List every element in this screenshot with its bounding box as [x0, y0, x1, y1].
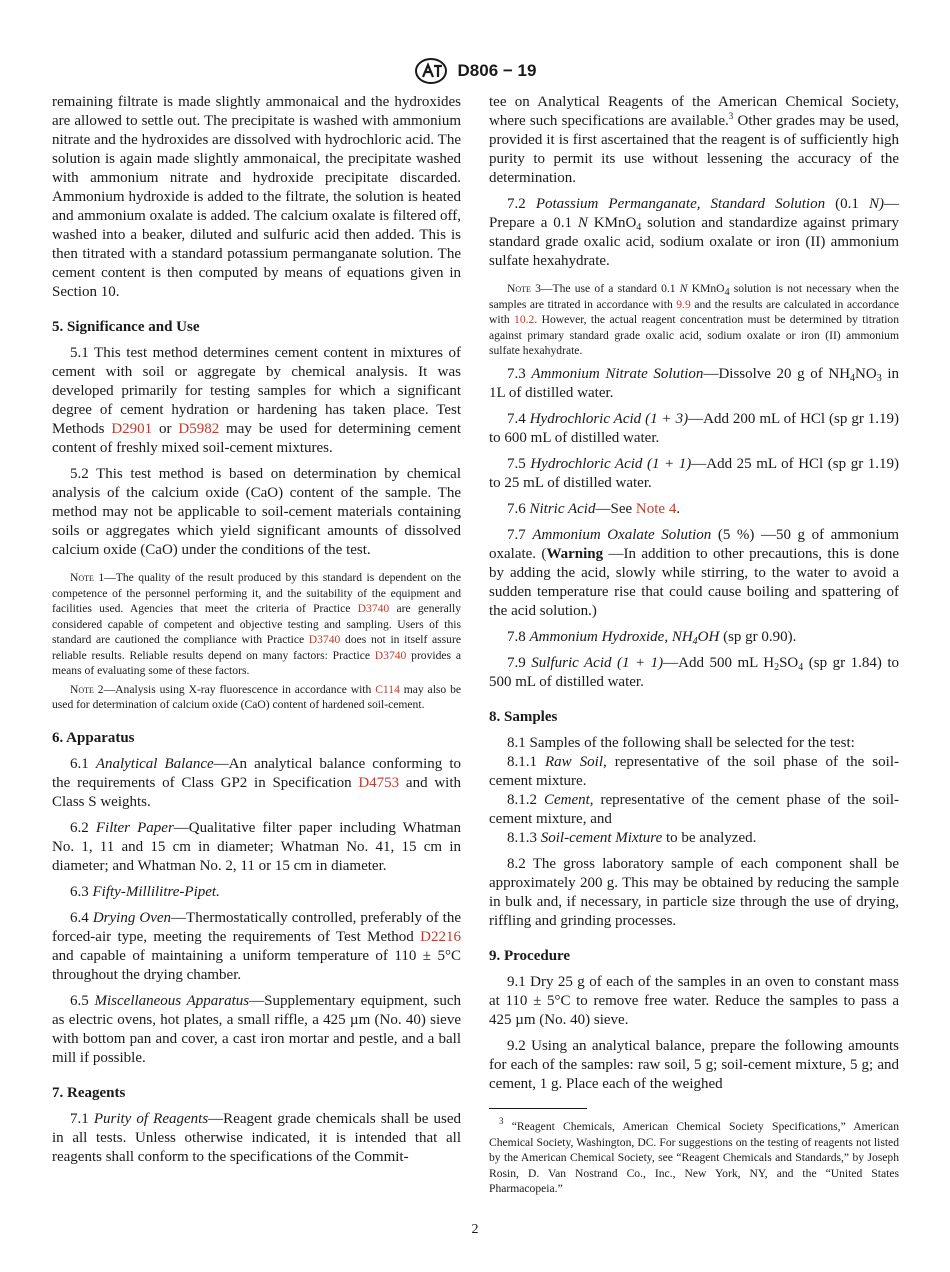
warning-label: Warning — [546, 545, 604, 562]
paragraph-7-5: 7.5 Hydrochloric Acid (1 + 1)—Add 25 mL of HCl (sp gr 1.19) to 25 mL of distilled water. — [489, 455, 900, 491]
note-1: Note 1—The quality of the result produced by this standard is dependent on the competence of the personnel performing it, and the suitability of the equipment and facilities used. Agencies that meet the criteria of Practice D3740 are generally considered capable of competent and objective testing and sampling. Users of this standard are cautioned the compliance with Practice D3740 does not in itself assure reliable results. Reliable results depend on many factors: Practice D3740 provides a means of evaluating some of these factors. — [52, 571, 461, 677]
intro-paragraph: remaining filtrate is made slightly ammonaical and the hydroxides are allowed to settle out. The precipitate is washed with ammonium nitrate and the hydroxides are dissolved with hydrochloric acid. The solution is again made slightly ammonaical, the precipitate washed with ammonium nitrate and hydroxide precipitate discarded. Ammonium hydroxide is added to the filtrate, the solution is heated and ammonium oxalate is added. The calcium oxalate is filtered off, washed into a beaker, diluted and sulfuric acid then added. This is then titrated with a standard potassium permanganate solution. The cement content is then computed by means of equations given in Section 10. — [52, 94, 461, 300]
footnote-divider — [489, 1108, 587, 1109]
paragraph-6-3: 6.3 Fifty-Millilitre-Pipet. — [70, 883, 220, 900]
section-5-heading: 5. Significance and Use — [52, 319, 200, 335]
link-d4753[interactable]: D4753 — [358, 774, 400, 791]
paragraph-8-1-3: 8.1.3 Soil-cement Mixture to be analyzed. — [507, 829, 757, 846]
paragraph-7-9: 7.9 Sulfuric Acid (1 + 1)—Add 500 mL $H_2SO_4$ (sp gr 1.84) to 500 mL of distilled water. — [489, 654, 900, 690]
paragraph-6-2: 6.2 Filter Paper—Qualitative filter paper including Whatman No. 1, 11 and 15 cm in diameter; Whatman No. 41, 15 cm in diameter; and Whatman No. 2, 11 or 15 cm in diameter. — [52, 819, 461, 874]
left-column — [52, 93, 461, 1167]
link-d3740[interactable]: D3740 — [374, 648, 407, 662]
section-8-heading: 8. Samples — [489, 708, 558, 725]
section-7-heading: 7. Reagents — [52, 1084, 126, 1101]
paragraph-7-6: 7.6 Nitric Acid—See Note 4. — [507, 500, 681, 517]
paragraph-9-1: 9.1 Dry 25 g of each of the samples in an oven to constant mass at 110 ± 5°C to remove free water. Reduce the samples to pass a 425 µm (No. 40) sieve. — [489, 973, 899, 1028]
link-note-4[interactable]: Note 4 — [635, 500, 677, 517]
link-d3740[interactable]: D3740 — [357, 602, 390, 615]
paragraph-6-5: 6.5 Miscellaneous Apparatus—Supplementary equipment, such as electric ovens, hot plates, a small riffle, a 425 µm (No. 40) sieve with bottom pan and cover, a cast iron mortar and pestle, and a ball mill if possible. — [52, 992, 461, 1066]
section-6-heading: 6. Apparatus — [52, 729, 135, 746]
paragraph-8-1: 8.1 Samples of the following shall be selected for the test: — [507, 734, 855, 751]
page-header — [0, 58, 950, 84]
paragraph-7-7: 7.7 Ammonium Oxalate Solution (5 %) —50 g of ammonium oxalate. (Warning —In addition to other precautions, this is done by adding the acid, slowly while stirring, to the water to avoid a sudden temperature rise that could cause boiling and spattering of the acid solution.) — [489, 526, 899, 619]
right-column — [489, 93, 899, 1101]
paragraph-5-2: 5.2 This test method is based on determination by chemical analysis of the calcium oxide (CaO) content of the sample. The method may not be applicable to soil-cement materials containing soils or aggregates which yield significant amounts of dissolved calcium oxide (CaO) under the conditions of the test. — [52, 466, 461, 558]
note-2: Note 2—Analysis using X-ray fluorescence in accordance with C114 may also be used for determination of calcium oxide (CaO) content of hardened soil-cement. — [52, 682, 462, 711]
paragraph-9-2: 9.2 Using an analytical balance, prepare the following amounts for each of the samples: raw soil, 5 g; soil-cement mixture, 5 g; and cement, 1 g. Place each of the weighed — [489, 1037, 899, 1092]
page-number: 2 — [471, 1222, 479, 1237]
footnote-3: $^3$ “Reagent Chemicals, American Chemical Society Specifications,” American Chemical Society, Washington, DC. For suggestions on the testing of reagents not listed by the American Chemical Society, see “Reagent Chemicals and Standards,” by Joseph Rosin, D. Van Nostrand Co., Inc., New York, NY, and the “United States Pharmacopeia.” — [489, 1116, 899, 1195]
paragraph-5-1: 5.1 This test method determines cement content in mixtures of cement with soil or aggregate by chemical analysis. It was developed primarily for testing samples for which a significant degree of cement hydration or hardening has taken place. Test Methods D2901 or D5982 may be used for determining cement content of freshly mixed soil-cement mixtures. — [52, 345, 462, 456]
link-10-2[interactable]: 10.2 — [514, 313, 535, 326]
paragraph-7-1-continued: tee on Analytical Reagents of the American Chemical Society, where such specifications are available.$^3$ Other grades may be used, provided it is first ascertained that the reagent is of sufficiently high purity to permit its use without lessening the accuracy of the determination. — [489, 94, 899, 186]
footnote-ref: 3 — [728, 111, 734, 121]
paragraph-7-3: 7.3 Ammonium Nitrate Solution—Dissolve 20 g of $NH_4NO_3$ in 1L of distilled water. — [489, 365, 899, 401]
paragraph-7-1: 7.1 Purity of Reagents—Reagent grade chemicals shall be used in all tests. Unless otherwise indicated, it is intended that all reagents shall conform to the specifications of the Commit- — [52, 1110, 461, 1165]
astm-logo-icon — [414, 58, 448, 84]
paragraph-7-4: 7.4 Hydrochloric Acid (1 + 3)—Add 200 mL of HCl (sp gr 1.19) to 600 mL of distilled water. — [489, 410, 900, 446]
link-d2901[interactable]: D2901 — [111, 421, 153, 437]
paragraph-7-8: 7.8 Ammonium Hydroxide, $NH_4OH$ (sp gr 0.90). — [507, 628, 797, 647]
paragraph-8-2: 8.2 The gross laboratory sample of each component shall be approximately 200 g. This may be obtained by reducing the sample in bulk and, if necessary, in particle size through the use of drying, riffling and grinding processes. — [489, 855, 899, 929]
link-9-9[interactable]: 9.9 — [676, 297, 691, 311]
paragraph-8-1-1: 8.1.1 Raw Soil, representative of the soil phase of the soil-cement mixture. — [489, 753, 899, 789]
link-d3740[interactable]: D3740 — [308, 633, 341, 646]
paragraph-6-1: 6.1 Analytical Balance—An analytical balance conforming to the requirements of Class GP2 in Specification D4753 and with Class S weights. — [52, 755, 462, 810]
link-d5982[interactable]: D5982 — [178, 421, 220, 437]
link-c114[interactable]: C114 — [375, 682, 400, 696]
paragraph-8-1-2: 8.1.2 Cement, representative of the cement phase of the soil-cement mixture, and — [489, 791, 900, 827]
section-9-heading: 9. Procedure — [489, 947, 571, 964]
link-d2216[interactable]: D2216 — [420, 928, 461, 945]
standard-designation: D806 − 19 — [457, 61, 537, 80]
note-3: Note 3—The use of a standard 0.1 N KMnO$_4$ solution is not necessary when the samples are titrated in accordance with 9.9 and the results are calculated in accordance with 10.2. However, the actual reagent concentration must be determined by titration against primary standard grade oxalic acid, sodium oxalate or iron (II) ammonium sulfate hexahydrate. — [489, 282, 900, 357]
paragraph-7-2: 7.2 Potassium Permanganate, Standard Solution (0.1 N)—Prepare a 0.1 N KMnO$_4$ solution and standardize against primary standard grade oxalic acid, sodium oxalate or iron (II) ammonium sulfate hexahydrate. — [489, 196, 899, 269]
paragraph-6-4: 6.4 Drying Oven—Thermostatically controlled, preferably of the forced-air type, meeting the requirements of Test Method D2216 and capable of maintaining a uniform temperature of 110 ± 5°C throughout the drying chamber. — [52, 909, 461, 983]
